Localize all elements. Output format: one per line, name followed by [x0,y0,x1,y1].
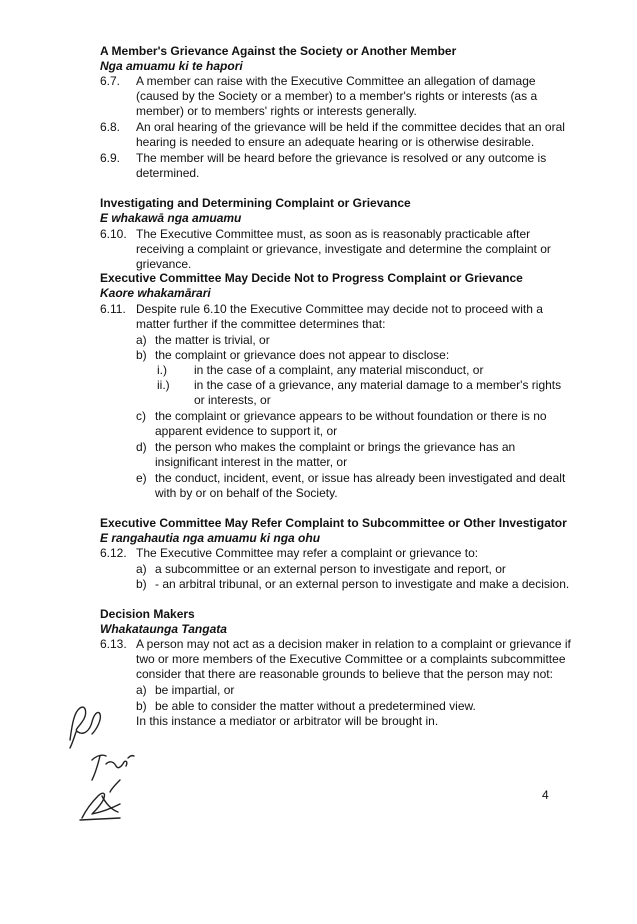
rule-text-line: matter further if the committee determines that: [136,317,386,331]
section-heading: Executive Committee May Refer Complaint to Subcommittee or Other Investigator [100,516,567,530]
sublist-item-text: in the case of a grievance, any material damage to a member's rights [194,378,562,392]
section-subheading: E rangahautia nga amuamu ki nga ohu [100,531,321,545]
section-heading: Executive Committee May Decide Not to Progress Complaint or Grievance [100,271,523,285]
rule-text-line: An oral hearing of the grievance will be held if the committee decides that an oral [136,120,565,134]
rule-number: 6.11. [100,302,126,316]
list-item-text: be impartial, or [155,683,235,697]
list-item-label: b) [136,348,147,362]
list-item-label: b) [136,577,147,591]
rule-text-line: The Executive Committee must, as soon as is reasonably practicable after [136,227,531,241]
section-subheading: E whakawā nga amuamu [100,211,242,225]
list-item-text: be able to consider the matter without a predetermined view. [155,699,476,713]
section-subheading: Nga amuamu ki te hapori [100,59,243,73]
sublist-item-label: i.) [157,363,167,377]
list-item-label: e) [136,471,147,485]
rule-text-line: member) or to members' rights or interests generally. [136,104,417,118]
list-item-label: a) [136,683,147,697]
sublist-item-text: or interests, or [194,393,271,407]
section-subheading: Whakataunga Tangata [100,622,227,636]
rule-text-line: (caused by the Society or a member) to a member's rights or interests (as a [136,89,538,103]
rule-number: 6.13. [100,637,127,651]
list-item-text: the complaint or grievance appears to be without foundation or there is no [155,409,547,423]
signature-initials [62,700,152,825]
section-subheading: Kaore whakamārari [100,286,211,300]
rule-number: 6.8. [100,120,121,134]
list-item-text: with by or on behalf of the Society. [155,486,338,500]
rule-number: 6.12. [100,546,127,560]
list-item-label: d) [136,440,147,454]
list-item-label: a) [136,333,147,347]
rule-number: 6.9. [100,151,121,165]
list-item-label: c) [136,409,146,423]
list-item-label: a) [136,562,147,576]
rule-text-line: A member can raise with the Executive Committee an allegation of damage [136,74,536,88]
section-heading: A Member's Grievance Against the Society or Another Member [100,44,457,58]
rule-text-line: The Executive Committee may refer a complaint or grievance to: [136,546,479,560]
list-item-text: - an arbitral tribunal, or an external person to investigate and make a decision. [155,577,570,591]
list-item-label: b) [136,699,147,713]
list-item-text: insignificant interest in the matter, or [155,455,348,469]
rule-text-line: two or more members of the Executive Committee or a complaints subcommittee [136,652,566,666]
list-item-text: the person who makes the complaint or brings the grievance has an [155,440,516,454]
rule-text-line: grievance. [136,257,192,271]
section-heading: Investigating and Determining Complaint or Grievance [100,196,411,210]
rule-text-line: consider that there are reasonable grounds to believe that the person may not: [136,667,553,681]
list-item-text: the complaint or grievance does not appear to disclose: [155,348,450,362]
list-item-text: the conduct, incident, event, or issue has already been investigated and dealt [155,471,566,485]
list-item-text: the matter is trivial, or [155,333,270,347]
sublist-item-text: in the case of a complaint, any material misconduct, or [194,363,484,377]
rule-text-line: The member will be heard before the grievance is resolved or any outcome is [136,151,547,165]
rule-number: 6.7. [100,74,121,88]
rule-text-line: determined. [136,166,200,180]
rule-text-line: hearing is needed to ensure an adequate hearing or is otherwise desirable. [136,135,535,149]
rule-text-line: A person may not act as a decision maker in relation to a complaint or grievance if [136,637,571,651]
rule-number: 6.10. [100,227,127,241]
list-item-text: a subcommittee or an external person to investigate and report, or [155,562,506,576]
list-item-text: apparent evidence to support it, or [155,424,338,438]
sublist-item-label: ii.) [157,378,170,392]
closing-note: In this instance a mediator or arbitrator will be brought in. [136,714,439,728]
page-number: 4 [542,788,549,802]
section-heading: Decision Makers [100,607,195,621]
rule-text-line: receiving a complaint or grievance, investigate and determine the complaint or [136,242,551,256]
rule-text-line: Despite rule 6.10 the Executive Committee may decide not to proceed with a [136,302,543,316]
